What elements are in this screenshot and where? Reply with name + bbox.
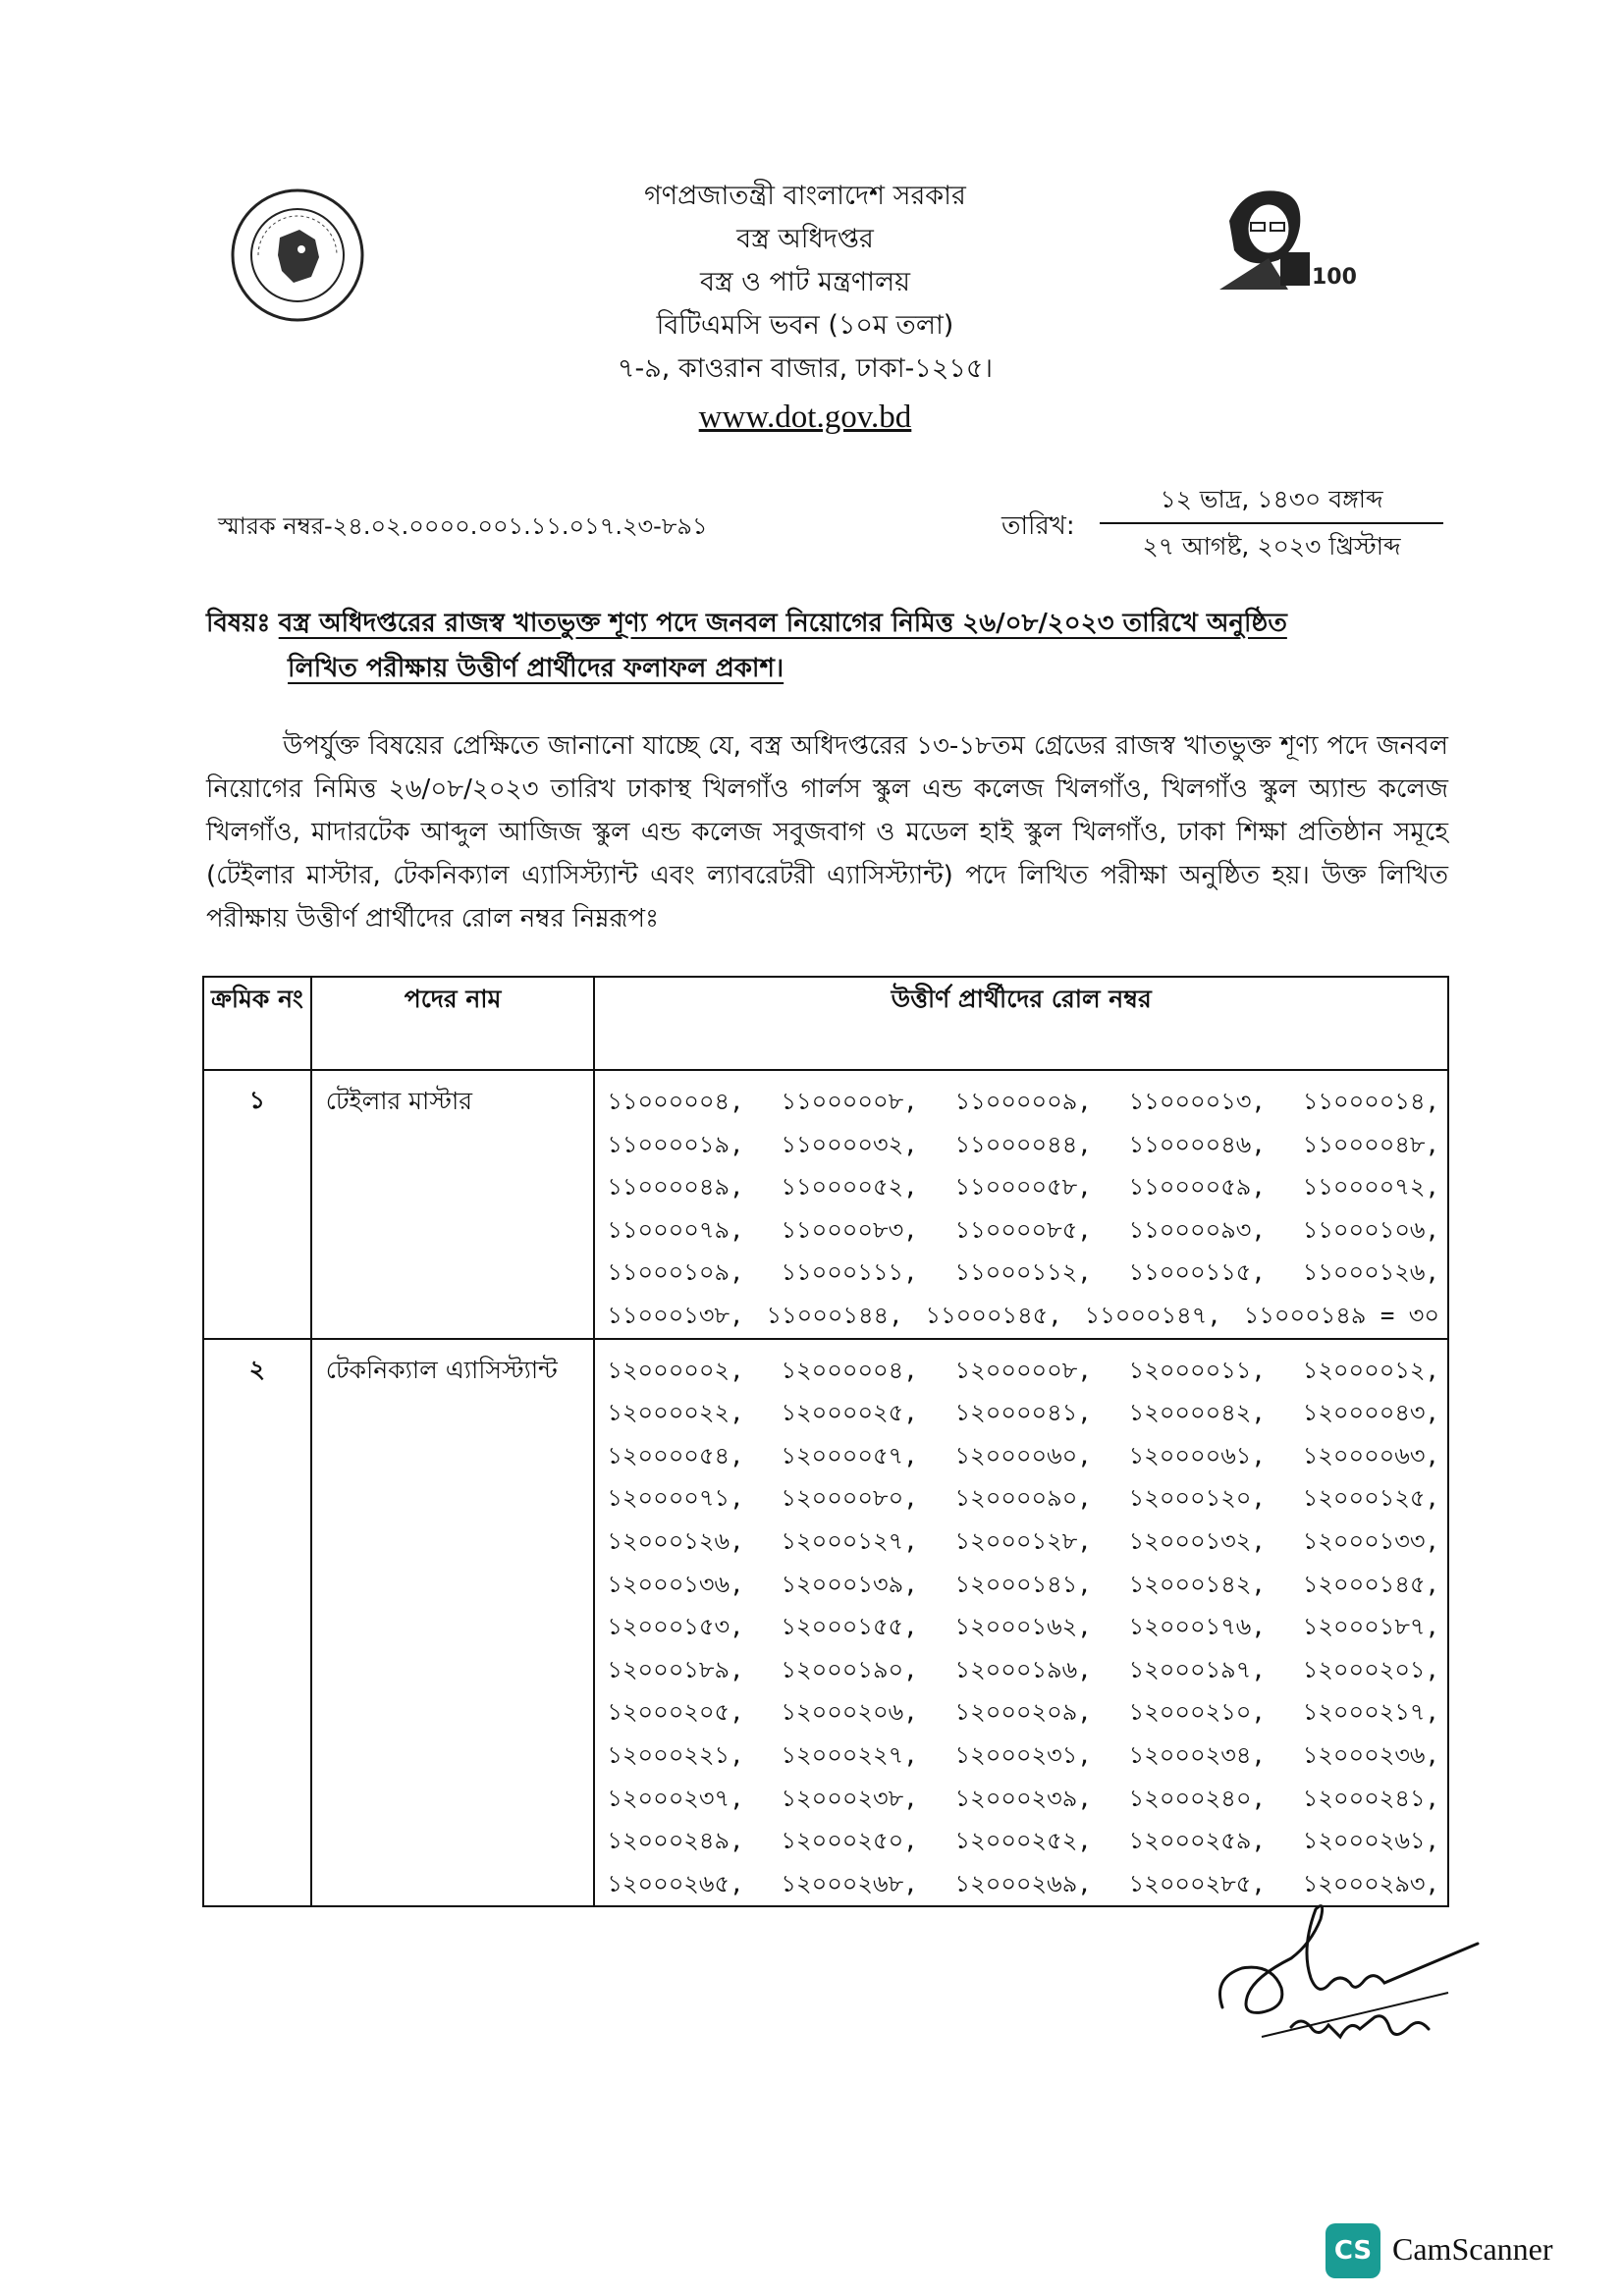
roll-number: ১২০০০২৬১,	[1302, 1827, 1439, 1855]
roll-number: ১১০০০১১১,	[781, 1258, 918, 1287]
table-row	[203, 1339, 1448, 1907]
roll-number: ১২০০০০৮০,	[781, 1484, 918, 1513]
body-paragraph: উপর্যুক্ত বিষয়ের প্রেক্ষিতে জানানো যাচ্ছে যে, বস্ত্র অধিদপ্তরের ১৩-১৮তম গ্রেডের রাজস্ব খাতভুক্ত শূণ্য পদে জনবল নিয়োগের নিমিত্ত ২৬/০৮/২০২৩ তারিখ ঢাকাস্থ খিলগাঁও গার্লস স্কুল এন্ড কলেজ খিলগাঁও, খিলগাঁও স্কুল অ্যান্ড কলেজ খিলগাঁও, মাদারটেক আব্দুল আজিজ স্কুল এন্ড কলেজ সবুজবাগ ও মডেল হাই স্কুল খিলগাঁও, ঢাকা শিক্ষা প্রতিষ্ঠান সমূহে (টেইলার মাস্টার, টেকনিক্যাল এ্যাসিস্ট্যান্ট এবং ল্যাবরেটরী এ্যাসিস্ট্যান্ট) পদে লিখিত পরীক্ষা অনুষ্ঠিত হয়। উক্ত লিখিত পরীক্ষায় উত্তীর্ণ প্রার্থীদের রোল নম্বর নিম্নরূপঃ	[206, 731, 1448, 934]
roll-number: ১২০০০১২৬,	[607, 1526, 744, 1555]
roll-number: ১২০০০০০২,	[607, 1356, 744, 1384]
subject-label: বিষয়ঃ	[206, 609, 271, 638]
roll-number: ১২০০০১৭৬,	[1128, 1613, 1266, 1641]
roll-number: ১১০০০১১৫,	[1128, 1258, 1266, 1287]
roll-number: ১২০০০২৩৯,	[954, 1784, 1092, 1812]
roll-number: ১২০০০০৫৪,	[607, 1441, 744, 1469]
roll-number: ১২০০০০৭১,	[607, 1484, 744, 1513]
roll-number: ১১০০০১৪৫,	[925, 1301, 1062, 1329]
camscanner-logo-icon: CS	[1325, 2223, 1380, 2278]
roll-number: ১২০০০০২৫,	[781, 1399, 918, 1427]
roll-line	[607, 1564, 1439, 1607]
header-serial: ক্রমিক নং	[203, 977, 311, 1070]
roll-number: ১২০০০২৩৪,	[1128, 1740, 1266, 1769]
roll-number: ১২০০০১৩৯,	[781, 1570, 918, 1598]
roll-number: ১২০০০২৬৮,	[781, 1869, 918, 1897]
roll-number: ১২০০০০৬৩,	[1302, 1441, 1439, 1469]
table-header-row	[203, 977, 1448, 1070]
roll-line	[607, 1124, 1439, 1167]
roll-number: ১২০০০০৪১,	[954, 1399, 1092, 1427]
roll-number: ১২০০০০২২,	[607, 1399, 744, 1427]
roll-number: ১২০০০০১১,	[1128, 1356, 1266, 1384]
roll-number: ১১০০০০৭৯,	[607, 1215, 744, 1244]
roll-line	[607, 1521, 1439, 1564]
roll-number: ১২০০০২৫২,	[954, 1827, 1092, 1855]
roll-number: ১২০০০২০৬,	[781, 1698, 918, 1727]
roll-number: ১২০০০১৩৩,	[1302, 1526, 1439, 1555]
roll-number: ১২০০০২৪০,	[1128, 1784, 1266, 1812]
roll-number: ১২০০০২১০,	[1128, 1698, 1266, 1727]
roll-number: ১১০০০১৪৯ = ৩০	[1243, 1301, 1439, 1329]
roll-line	[607, 1081, 1439, 1124]
roll-number: ১১০০০০৩২,	[781, 1130, 918, 1158]
signature-icon	[1203, 1890, 1488, 2056]
roll-number: ১২০০০২৬৯,	[954, 1869, 1092, 1897]
roll-number: ১২০০০২৩৬,	[1302, 1740, 1439, 1769]
table-row	[203, 1070, 1448, 1339]
roll-number: ১১০০০১০৯,	[607, 1258, 744, 1287]
roll-number: ১২০০০২৯৩,	[1302, 1869, 1439, 1897]
roll-number: ১২০০০২৬৫,	[607, 1869, 744, 1897]
roll-number: ১২০০০১২৭,	[781, 1526, 918, 1555]
roll-number: ১২০০০২৮৫,	[1128, 1869, 1266, 1897]
roll-number: ১১০০০১৪৪,	[766, 1301, 903, 1329]
roll-number: ১২০০০১২০,	[1128, 1484, 1266, 1513]
roll-number: ১২০০০০১২,	[1302, 1356, 1439, 1384]
roll-number: ১১০০০০৯৩,	[1128, 1215, 1266, 1244]
roll-number: ১১০০০০০৪,	[607, 1088, 744, 1115]
roll-number: ১২০০০০৪২,	[1128, 1399, 1266, 1427]
roll-line	[607, 1820, 1439, 1863]
roll-number: ১২০০০২০৫,	[607, 1698, 744, 1727]
memo-number: স্মারক নম্বর-২৪.০২.০০০০.০০১.১১.০১৭.২৩-৮৯১	[218, 512, 708, 540]
roll-line	[607, 1350, 1439, 1393]
govt-name: গণপ্রজাতন্ত্রী বাংলাদেশ সরকার	[644, 181, 966, 211]
roll-number: ১২০০০১৪৫,	[1302, 1570, 1439, 1598]
roll-number: ১২০০০২২৭,	[781, 1740, 918, 1769]
roll-number: ১২০০০০৬০,	[954, 1441, 1092, 1469]
roll-number: ১২০০০১৩২,	[1128, 1526, 1266, 1555]
date-bangla: ১২ ভাদ্র, ১৪৩০ বঙ্গাব্দ	[1100, 483, 1443, 524]
roll-line	[607, 1295, 1439, 1338]
roll-number: ১১০০০০৪৯,	[607, 1173, 744, 1201]
roll-number: ১২০০০১২৫,	[1302, 1484, 1439, 1513]
roll-number: ১১০০০০১৩,	[1128, 1088, 1266, 1115]
post-name-cell: টেইলার মাস্টার	[311, 1070, 595, 1339]
roll-number: ১২০০০২৩৮,	[781, 1784, 918, 1812]
roll-number: ১২০০০১৪১,	[954, 1570, 1092, 1598]
table-body	[203, 1070, 1448, 1906]
roll-line	[607, 1477, 1439, 1521]
address: ৭-৯, কাওরান বাজার, ঢাকা-১২১৫।	[617, 353, 994, 384]
roll-number: ১২০০০২১৭,	[1302, 1698, 1439, 1727]
roll-number: ১১০০০০১৪,	[1302, 1088, 1439, 1115]
roll-number: ১২০০০১৫৫,	[781, 1613, 918, 1641]
roll-numbers-cell	[594, 1339, 1448, 1907]
roll-number: ১২০০০১২৮,	[954, 1526, 1092, 1555]
department-name: বস্ত্র অধিদপ্তর	[736, 224, 874, 254]
roll-line	[607, 1606, 1439, 1649]
roll-number: ১২০০০২৩১,	[954, 1740, 1092, 1769]
subject-line-1: বস্ত্র অধিদপ্তরের রাজস্ব খাতভুক্ত শূণ্য পদে জনবল নিয়োগের নিমিত্ত ২৬/০৮/২০২৩ তারিখে অনুষ্ঠিত	[278, 609, 1287, 638]
roll-number: ১২০০০২০৯,	[954, 1698, 1092, 1727]
roll-number: ১১০০০০০৮,	[781, 1088, 918, 1115]
roll-numbers-cell	[594, 1070, 1448, 1339]
ministry-name: বস্ত্র ও পাট মন্ত্রণালয়	[699, 267, 910, 297]
serial-cell: ১	[203, 1070, 311, 1339]
svg-text:100: 100	[1312, 265, 1357, 290]
roll-number: ১২০০০২৩৭,	[607, 1784, 744, 1812]
roll-number: ১১০০০০৭২,	[1302, 1173, 1439, 1201]
roll-number: ১১০০০০৫৯,	[1128, 1173, 1266, 1201]
roll-number: ১১০০০০৮৩,	[781, 1215, 918, 1244]
roll-number: ১২০০০১৯৬,	[954, 1655, 1092, 1683]
roll-line	[607, 1435, 1439, 1478]
roll-number: ১১০০০১০৬,	[1302, 1215, 1439, 1244]
roll-number: ১২০০০২২১,	[607, 1740, 744, 1769]
roll-number: ১২০০০০৪৩,	[1302, 1399, 1439, 1427]
roll-number: ১২০০০২৪১,	[1302, 1784, 1439, 1812]
government-seal-icon	[229, 187, 366, 324]
website-link[interactable]: www.dot.gov.bd	[698, 400, 912, 435]
roll-number: ১১০০০০৫২,	[781, 1173, 918, 1201]
serial-cell: ২	[203, 1339, 311, 1907]
roll-number: ১১০০০১৩৮,	[607, 1301, 744, 1329]
roll-number: ১১০০০০৪৪,	[954, 1130, 1092, 1158]
roll-number: ১১০০০১৪৭,	[1084, 1301, 1221, 1329]
roll-number: ১২০০০১৯০,	[781, 1655, 918, 1683]
roll-line	[607, 1778, 1439, 1821]
roll-number: ১২০০০১৯৭,	[1128, 1655, 1266, 1683]
roll-number: ১২০০০২০১,	[1302, 1655, 1439, 1683]
mujib-100-logo-icon	[1210, 182, 1367, 294]
roll-number: ১২০০০০০৪,	[781, 1356, 918, 1384]
roll-number: ১২০০০১৮৯,	[607, 1655, 744, 1683]
roll-number: ১২০০০০০৮,	[954, 1356, 1092, 1384]
subject	[206, 601, 1448, 691]
roll-line	[607, 1392, 1439, 1435]
roll-number: ১২০০০২৫০,	[781, 1827, 918, 1855]
roll-number: ১২০০০২৫৯,	[1128, 1827, 1266, 1855]
header-rolls: উত্তীর্ণ প্রার্থীদের রোল নম্বর	[594, 977, 1448, 1070]
roll-number: ১১০০০০৪৬,	[1128, 1130, 1266, 1158]
date-english: ২৭ আগষ্ট, ২০২৩ খ্রিস্টাব্দ	[1142, 532, 1401, 561]
building-name: বিটিএমসি ভবন (১০ম তলা)	[656, 310, 954, 341]
roll-number: ১২০০০১৩৬,	[607, 1570, 744, 1598]
roll-number: ১১০০০১১২,	[954, 1258, 1092, 1287]
post-name-cell: টেকনিক্যাল এ্যাসিস্ট্যান্ট	[311, 1339, 595, 1907]
roll-line	[607, 1252, 1439, 1295]
subject-line-2: লিখিত পরীক্ষায় উত্তীর্ণ প্রার্থীদের ফলাফল প্রকাশ।	[288, 654, 784, 683]
roll-number: ১২০০০০৬১,	[1128, 1441, 1266, 1469]
roll-number: ১২০০০১৬২,	[954, 1613, 1092, 1641]
roll-number: ১২০০০২৪৯,	[607, 1827, 744, 1855]
roll-line	[607, 1166, 1439, 1209]
roll-number: ১২০০০০৯০,	[954, 1484, 1092, 1513]
roll-number: ১১০০০০০৯,	[954, 1088, 1092, 1115]
results-table	[202, 976, 1449, 1907]
roll-number: ১২০০০১৮৭,	[1302, 1613, 1439, 1641]
roll-number: ১২০০০১৫৩,	[607, 1613, 744, 1641]
roll-line	[607, 1691, 1439, 1735]
roll-line	[607, 1735, 1439, 1778]
roll-number: ১১০০০০৮৫,	[954, 1215, 1092, 1244]
date-block	[1100, 483, 1443, 565]
roll-number: ১২০০০০৫৭,	[781, 1441, 918, 1469]
date-label: তারিখ:	[1001, 511, 1075, 541]
letterhead	[511, 175, 1100, 442]
camscanner-watermark: CamScanner	[1392, 2231, 1553, 2267]
roll-number: ১১০০০০১৯,	[607, 1130, 744, 1158]
roll-line	[607, 1649, 1439, 1692]
header-post: পদের নাম	[311, 977, 595, 1070]
roll-number: ১১০০০১২৬,	[1302, 1258, 1439, 1287]
roll-number: ১২০০০১৪২,	[1128, 1570, 1266, 1598]
roll-number: ১১০০০০৪৮,	[1302, 1130, 1439, 1158]
roll-number: ১১০০০০৫৮,	[954, 1173, 1092, 1201]
roll-line	[607, 1209, 1439, 1253]
